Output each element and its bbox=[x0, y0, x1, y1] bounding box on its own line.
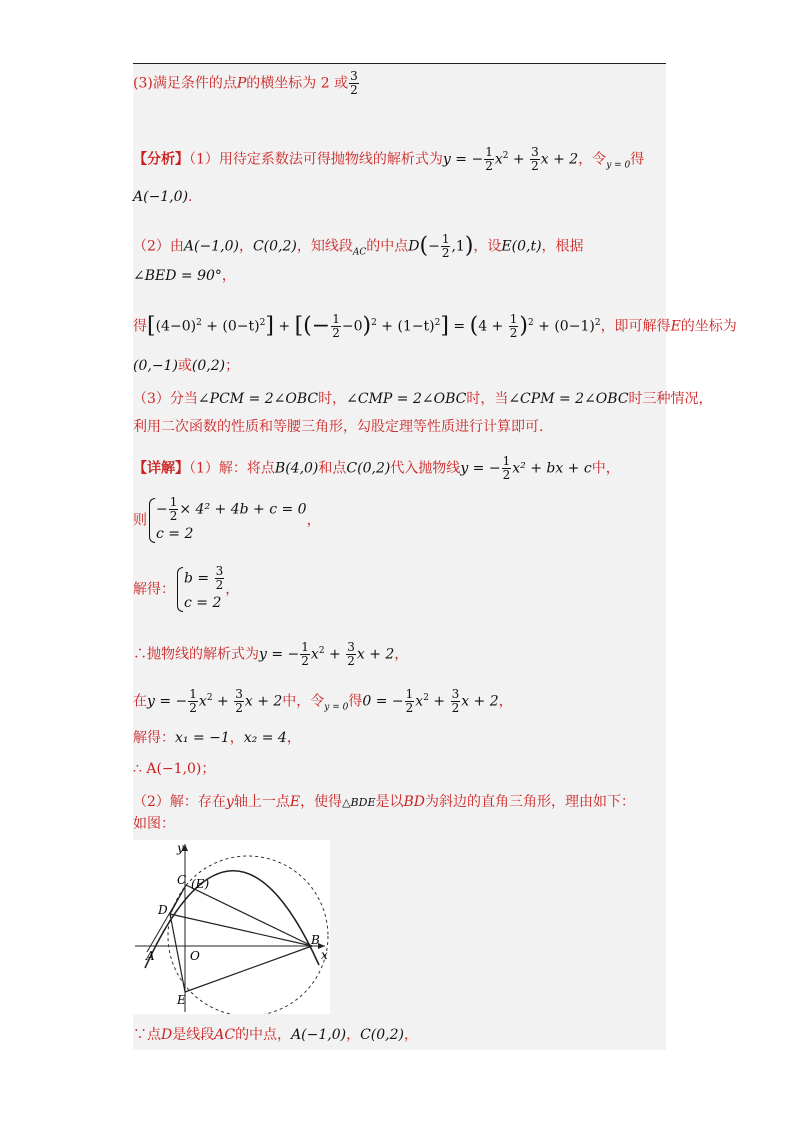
analysis-line-4 bbox=[133, 267, 236, 285]
analysis-tag: 【分析】 bbox=[133, 151, 189, 168]
denominator: 2 bbox=[502, 468, 511, 482]
text: 的中点， bbox=[235, 1027, 292, 1043]
point-C: C(0,2) bbox=[252, 238, 297, 255]
formula: = bbox=[448, 318, 470, 335]
equation-system bbox=[175, 565, 225, 614]
text: 利用二次函数的性质和等腰三角形，勾股定理等性质进行计算即可. bbox=[133, 419, 544, 435]
formula: + (0−1) bbox=[533, 318, 595, 335]
text: ， bbox=[404, 1027, 418, 1043]
analysis-line-5: 得$[(4-0)^2 + (0-t)^2]$ + [(− $\frac{1}{2}$ $-0)^2 + (1-t)^2] = (4$ + $\frac{1}{2}$ )$^2 + (0-1)^2$，即可解得E的坐标为 bbox=[133, 312, 737, 340]
numerator: 1 bbox=[485, 145, 493, 159]
numerator: 1 bbox=[169, 495, 178, 509]
text: 得 bbox=[133, 318, 147, 335]
text: 得 bbox=[348, 693, 363, 710]
var-E: E bbox=[670, 318, 681, 335]
formula: 4 + bbox=[478, 318, 508, 335]
point-E: E(0,t) bbox=[501, 238, 542, 255]
numerator: 1 bbox=[502, 454, 511, 468]
text: . bbox=[188, 189, 193, 205]
coord: ,1 bbox=[451, 238, 465, 255]
equation-system: − $\frac{1}{2}$ × 4² + 4b + c = 0 c = 2 bbox=[147, 496, 307, 545]
var-y: y bbox=[225, 794, 234, 810]
text: 解得： bbox=[133, 581, 175, 598]
text: ，知线段 bbox=[296, 238, 353, 255]
var-E: E bbox=[289, 794, 301, 810]
text: ； bbox=[201, 761, 216, 777]
denominator: 2 bbox=[441, 246, 450, 260]
numerator: 1 bbox=[441, 232, 450, 246]
label-B: B bbox=[311, 933, 320, 947]
formula: ∠PCM = 2∠OBC bbox=[197, 391, 319, 407]
denominator: 2 bbox=[451, 701, 460, 715]
text: ， bbox=[394, 646, 409, 663]
analysis-line-8 bbox=[133, 418, 543, 436]
numerator: 3 bbox=[235, 687, 243, 701]
text: ， bbox=[221, 268, 236, 284]
text: 和点 bbox=[318, 460, 347, 477]
formula: x bbox=[494, 151, 503, 168]
text: 中，令 bbox=[282, 693, 325, 710]
text: ，使得 bbox=[300, 794, 343, 810]
label-A: A bbox=[146, 949, 155, 963]
formula: + bbox=[508, 151, 530, 168]
fraction bbox=[234, 688, 244, 715]
text: ，令 bbox=[578, 151, 607, 168]
equation: c = 2 bbox=[184, 595, 222, 611]
numerator: 3 bbox=[451, 687, 460, 701]
numerator: 1 bbox=[405, 687, 414, 701]
figure-svg bbox=[133, 840, 330, 1014]
formula: ∠CMP = 2∠OBC bbox=[346, 391, 467, 407]
denominator: 2 bbox=[405, 701, 414, 715]
text: ； bbox=[225, 358, 240, 374]
fraction bbox=[502, 455, 512, 482]
part3-answer bbox=[133, 70, 360, 97]
formula: x + 2 bbox=[540, 151, 579, 168]
label-y: y bbox=[177, 841, 184, 855]
text: 的中点 bbox=[366, 238, 409, 255]
text: 的横坐标为 2 或 bbox=[246, 75, 349, 92]
denominator: 2 bbox=[531, 159, 539, 173]
denominator: 2 bbox=[350, 83, 358, 97]
fraction bbox=[405, 688, 415, 715]
equation: c = 2 bbox=[156, 526, 194, 542]
point-C: C(0,2) bbox=[360, 1027, 404, 1043]
numerator: 3 bbox=[347, 640, 355, 654]
fraction bbox=[346, 641, 356, 668]
fraction bbox=[169, 496, 179, 523]
text: 时三种情况， bbox=[628, 391, 713, 407]
text: ， bbox=[346, 1027, 361, 1043]
text: ， bbox=[498, 693, 513, 710]
text: 是以 bbox=[375, 794, 404, 810]
text: 是线段 bbox=[172, 1027, 215, 1043]
numerator: 3 bbox=[215, 564, 224, 578]
detail-tag: 【详解】 bbox=[133, 460, 189, 477]
segment-AC: AC bbox=[214, 1027, 236, 1043]
fraction bbox=[331, 313, 341, 340]
text: ，设 bbox=[473, 238, 502, 255]
label-E-paren: (E) bbox=[191, 877, 210, 891]
detail-line-1: 【详解】（1）解：将点B(4,0)和点C(0,2)代入抛物线y = − $\frac{1}{2}$ x² + bx + c中， bbox=[133, 454, 620, 482]
fraction bbox=[188, 688, 198, 715]
text: ， bbox=[306, 512, 321, 529]
segment-DE bbox=[170, 914, 185, 992]
detail-as-figure bbox=[133, 815, 175, 833]
fraction bbox=[530, 146, 540, 173]
text: 中， bbox=[591, 460, 620, 477]
text: 代入抛物线 bbox=[390, 460, 461, 477]
formula: x + 2 bbox=[356, 646, 395, 663]
condition: y = 0 bbox=[606, 160, 631, 171]
text: （2）解：存在 bbox=[133, 794, 226, 810]
label-E: E bbox=[177, 993, 186, 1007]
formula: (4−0) bbox=[155, 318, 197, 335]
text: ，即可解得 bbox=[600, 318, 671, 335]
denominator: 2 bbox=[347, 654, 355, 668]
equation: × 4² + 4b + c = 0 bbox=[179, 501, 307, 518]
fraction bbox=[349, 70, 359, 97]
point-A: A(−1,0) bbox=[291, 1027, 347, 1043]
label-x: x bbox=[321, 948, 328, 962]
analysis-line-1: 【分析】（1）用待定系数法可得抛物线的解析式为y = − $\frac{1}{2}$ $x^2$ + $\frac{3}{2}$ x + 2，令$_{y = 0}$得 bbox=[133, 145, 645, 173]
denominator: 2 bbox=[332, 326, 340, 340]
text: ∵点 bbox=[133, 1027, 161, 1043]
formula: + (1−t) bbox=[376, 318, 435, 335]
text: ∴抛物线的解析式为 bbox=[133, 646, 259, 663]
label-D: D bbox=[158, 903, 168, 917]
analysis-line-6 bbox=[133, 357, 239, 375]
geometry-figure bbox=[133, 840, 330, 1014]
var-P: P bbox=[236, 75, 247, 92]
text: 在 bbox=[133, 693, 147, 710]
fraction bbox=[215, 565, 225, 592]
text: （2）由 bbox=[133, 238, 184, 255]
detail-since bbox=[133, 1026, 418, 1044]
numerator: 3 bbox=[350, 69, 358, 83]
denominator: 2 bbox=[509, 326, 518, 340]
triangle-BDE: △BDE bbox=[342, 796, 376, 809]
point-B: B(4,0) bbox=[274, 460, 319, 477]
numerator: 1 bbox=[301, 640, 309, 654]
label-O: O bbox=[190, 949, 200, 963]
analysis-line-3: （2）由A(−1,0)，C(0,2)，知线段$_{AC}$的中点D(− $\frac{1}{2}$ ,1)，设E(0,t)，根据 bbox=[133, 232, 584, 260]
denominator: 2 bbox=[301, 654, 309, 668]
numerator: 3 bbox=[531, 145, 539, 159]
text: 得 bbox=[630, 151, 645, 168]
detail-therefore-A bbox=[133, 760, 215, 778]
fraction bbox=[451, 688, 461, 715]
numerator: 1 bbox=[189, 687, 197, 701]
denominator: 2 bbox=[189, 701, 197, 715]
condition: y = 0 bbox=[324, 702, 349, 713]
fraction bbox=[441, 233, 451, 260]
text: ， bbox=[286, 730, 301, 746]
segment-BD: BD bbox=[403, 794, 425, 810]
segment-DB bbox=[170, 914, 312, 946]
detail-part2 bbox=[133, 793, 635, 812]
formula: + (0−t) bbox=[201, 318, 260, 335]
var-D: D bbox=[161, 1027, 173, 1043]
analysis-line-2 bbox=[133, 188, 192, 206]
equation: b = bbox=[184, 570, 214, 587]
text: (3)满足条件的点 bbox=[133, 75, 237, 92]
numerator: 1 bbox=[509, 312, 518, 326]
text: 轴上一点 bbox=[233, 794, 290, 810]
point-A: A(−1,0) bbox=[183, 238, 239, 255]
text: ， bbox=[225, 581, 240, 598]
formula: x² + bx + c bbox=[512, 460, 592, 477]
segment-EB bbox=[185, 946, 312, 992]
detail-roots bbox=[133, 729, 301, 747]
coord: (0,2) bbox=[191, 358, 226, 374]
fraction bbox=[484, 146, 494, 173]
analysis-line-7 bbox=[133, 390, 713, 408]
root-x2: x₂ = 4 bbox=[243, 730, 287, 746]
text: 的坐标为 bbox=[680, 318, 737, 335]
formula: y = − bbox=[442, 151, 484, 168]
text: ， bbox=[238, 238, 253, 255]
point-C: C(0,2) bbox=[346, 460, 391, 477]
detail-system-2 bbox=[133, 565, 239, 614]
text: ∴ A(−1,0) bbox=[133, 761, 202, 777]
text: 如图： bbox=[133, 816, 175, 832]
text: ， bbox=[229, 730, 244, 746]
formula: + bbox=[273, 318, 295, 335]
point-A: A(−1,0) bbox=[133, 189, 189, 205]
denominator: 2 bbox=[485, 159, 493, 173]
root-x1: x₁ = −1 bbox=[175, 730, 230, 746]
label-C: C bbox=[177, 873, 187, 887]
text: （1）解：将点 bbox=[189, 460, 275, 477]
numerator: 1 bbox=[332, 312, 340, 326]
coord: (0,−1) bbox=[133, 358, 178, 374]
text: ，根据 bbox=[541, 238, 584, 255]
formula: 0 = − bbox=[362, 693, 404, 710]
denominator: 2 bbox=[215, 578, 224, 592]
text: （1）用待定系数法可得抛物线的解析式为 bbox=[189, 151, 443, 168]
segment-AC: AC bbox=[352, 247, 367, 258]
detail-result: ∴抛物线的解析式为y = − $\frac{1}{2}$ $x^2$ + $\frac{3}{2}$ x + 2， bbox=[133, 640, 409, 668]
point-D: D bbox=[408, 238, 420, 255]
formula: ∠CPM = 2∠OBC bbox=[508, 391, 629, 407]
text: 时，当 bbox=[466, 391, 509, 407]
detail-system-1 bbox=[133, 496, 321, 545]
angle-BED: ∠BED = 90° bbox=[133, 268, 222, 284]
text: 时， bbox=[318, 391, 347, 407]
text: （3）分当 bbox=[133, 391, 198, 407]
denominator: 2 bbox=[235, 701, 243, 715]
denominator: 2 bbox=[169, 509, 178, 523]
fraction bbox=[509, 313, 519, 340]
formula: −0 bbox=[341, 318, 363, 335]
detail-solve: 在y = − $\frac{1}{2}$ $x^2$ + $\frac{3}{2}$ x + 2中，令$_{y = 0}$得0 = − $\frac{1}{2}$ $x^2$ + $\frac{3}{2}$ x + 2， bbox=[133, 687, 513, 715]
text: 则 bbox=[133, 512, 147, 529]
fraction bbox=[300, 641, 310, 668]
segment-AC bbox=[147, 885, 186, 952]
text: 或 bbox=[177, 358, 192, 374]
text: 为斜边的直角三角形，理由如下： bbox=[425, 794, 635, 810]
text: 解得： bbox=[133, 730, 175, 746]
